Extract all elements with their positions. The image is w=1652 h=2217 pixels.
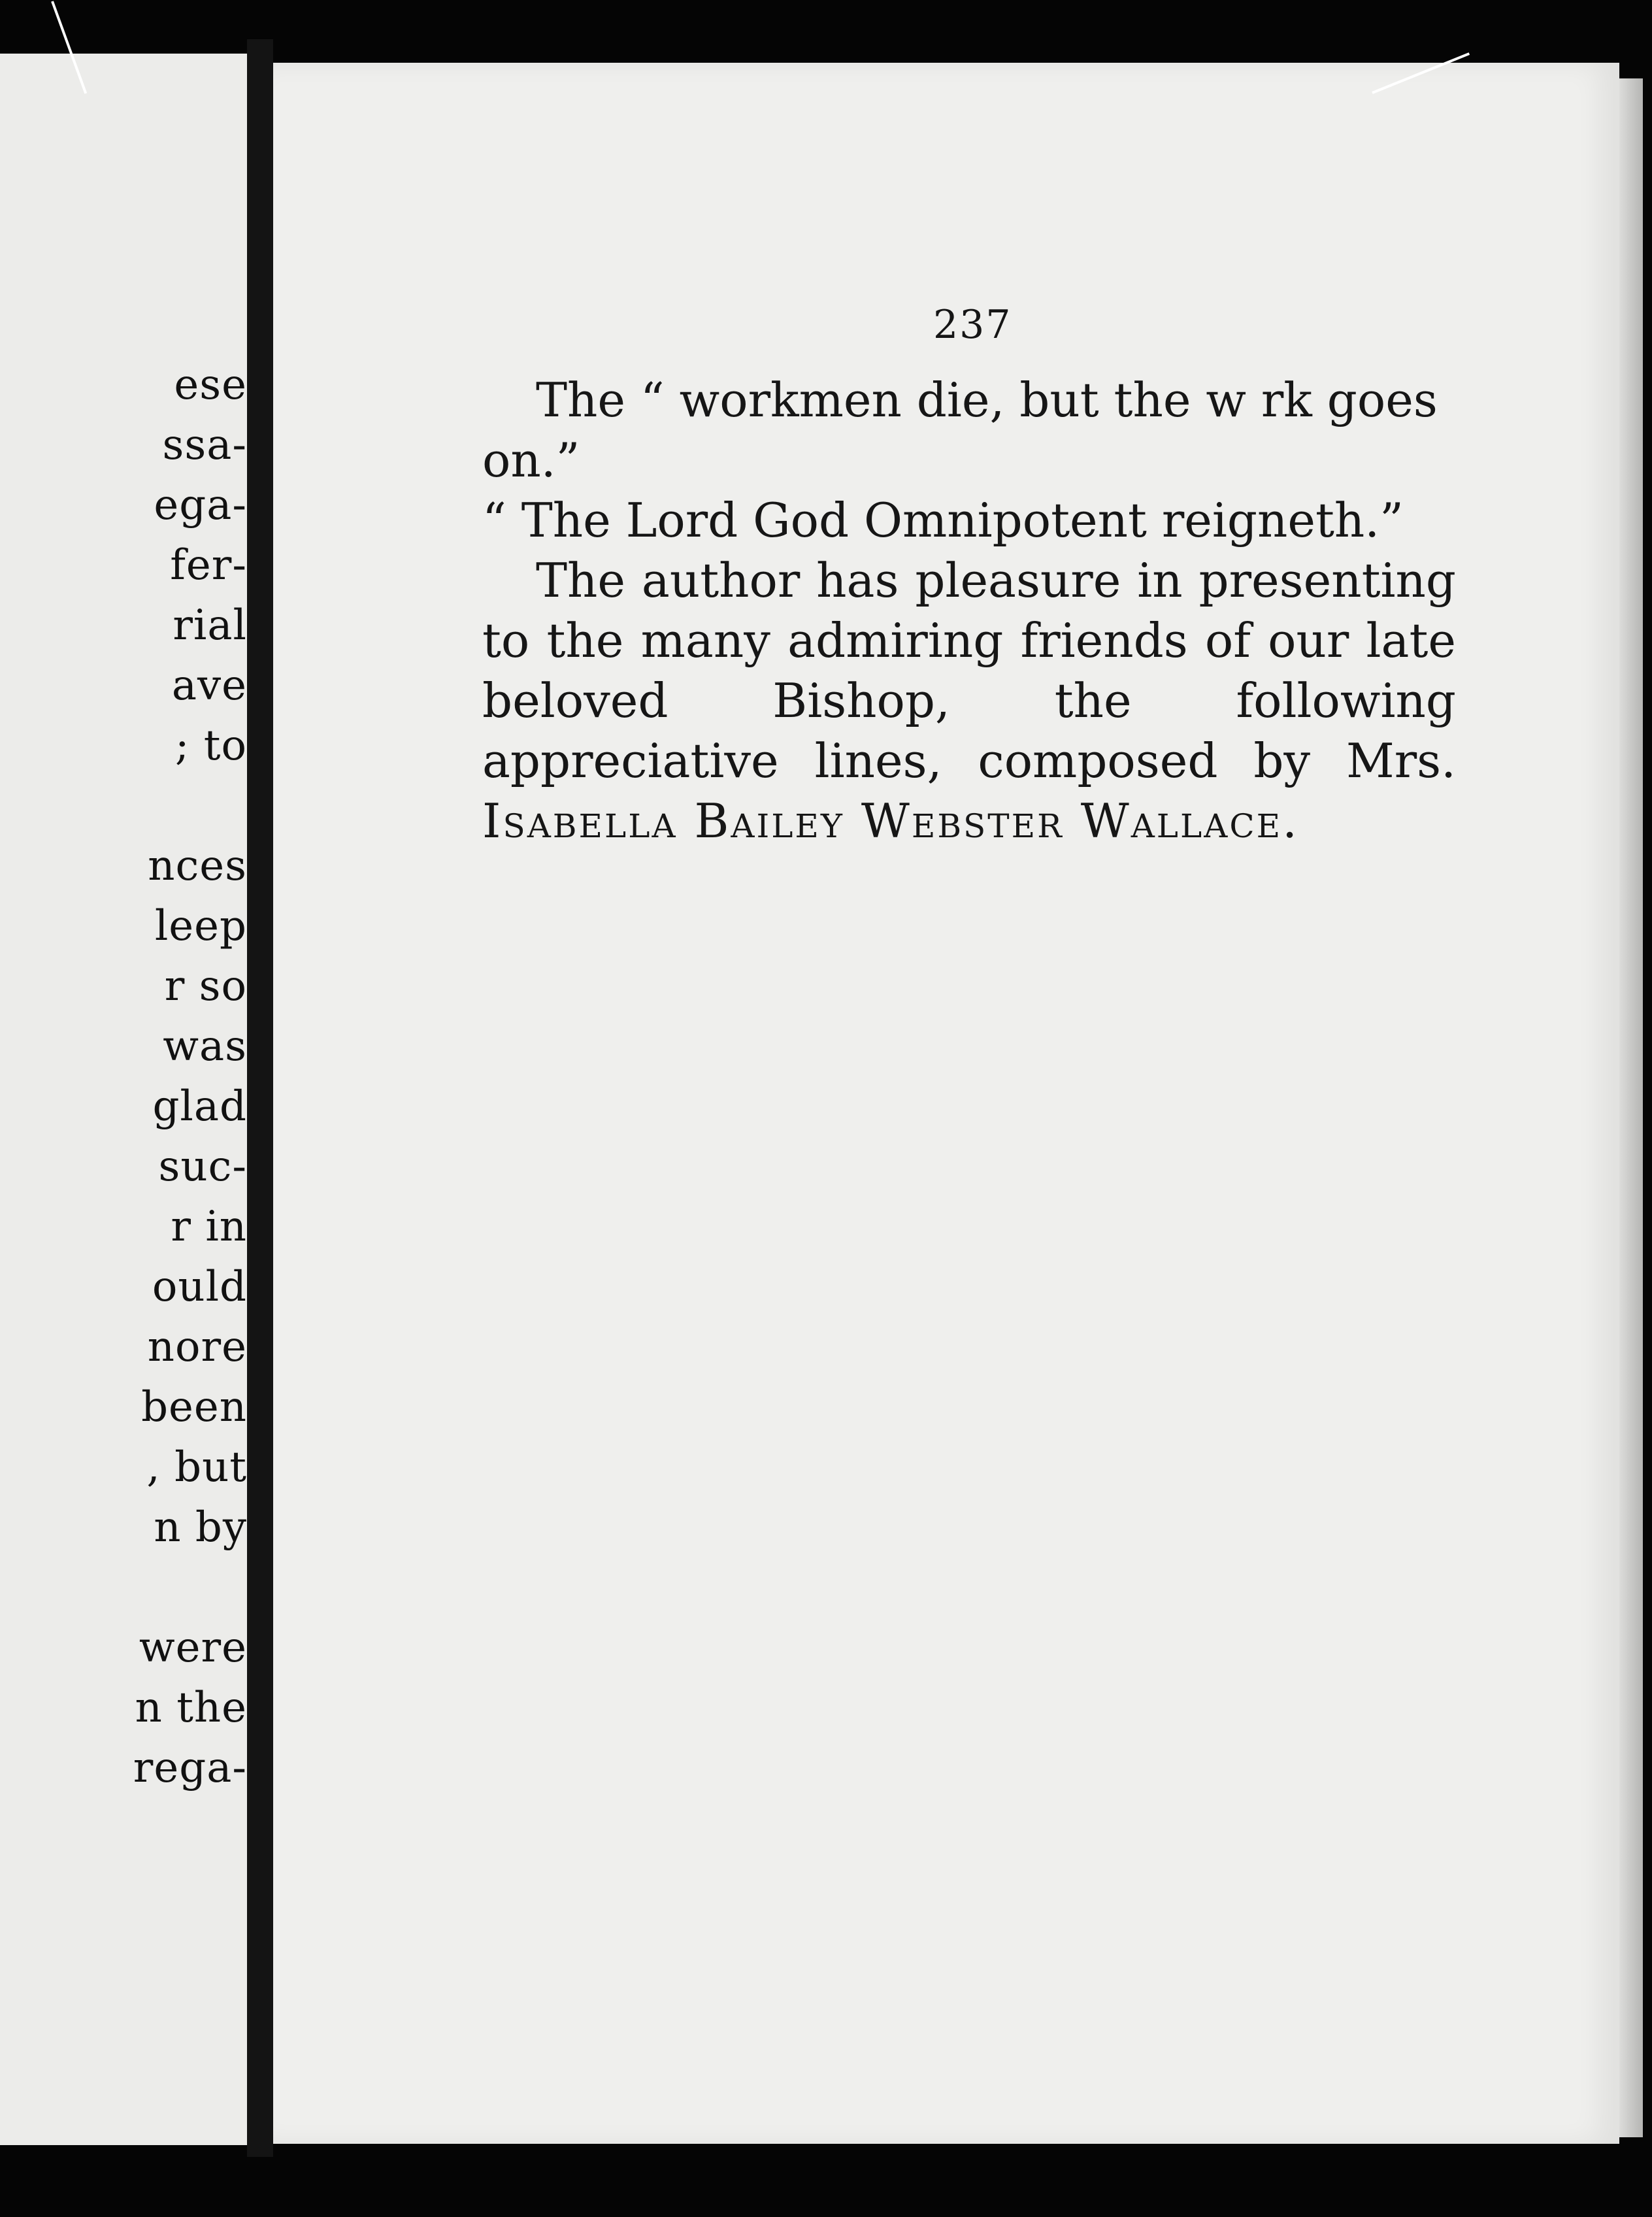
left-page-line: were <box>139 1624 247 1672</box>
left-page-line: ese <box>174 361 247 409</box>
left-page-line: ave <box>171 661 247 710</box>
left-page-line: suc- <box>158 1142 247 1191</box>
left-page-line: nces <box>148 842 247 890</box>
left-page-line: r in <box>171 1203 247 1251</box>
left-page-line: glad <box>152 1082 247 1131</box>
page-body <box>482 370 1456 851</box>
left-page-line: ; to <box>174 722 247 770</box>
left-page-line: r so <box>164 962 247 1010</box>
left-page-line: rega- <box>133 1744 247 1792</box>
left-page-line: , but <box>146 1443 247 1492</box>
left-page-line: fer- <box>170 541 247 590</box>
quote-line: “ The Lord God Omnipotent reigneth.” <box>482 493 1404 548</box>
quote-line: The “ workmen die, but the w rk goes on.” <box>482 373 1438 488</box>
left-page-line: n by <box>154 1503 247 1552</box>
left-page-line: been <box>141 1383 247 1431</box>
left-page-line: n the <box>135 1684 247 1732</box>
left-page-line: ega- <box>154 481 247 529</box>
left-page-line: rial <box>173 601 247 650</box>
left-page-line: was <box>163 1022 247 1071</box>
left-page-line: ssa- <box>162 421 247 469</box>
author-name: Isabella Bailey Webster Wallace <box>482 793 1283 848</box>
paragraph-end: . <box>1282 793 1297 848</box>
paragraph-text: The author has pleasure in presenting to the many admiring friends of our late beloved Bishop, the following appreciative lines, composed by Mrs. <box>482 553 1456 788</box>
book-gutter <box>247 39 273 2157</box>
page-number: 237 <box>933 302 1012 348</box>
page-edge <box>1619 78 1643 2137</box>
body-paragraph <box>482 550 1456 851</box>
left-page-line: leep <box>154 902 247 950</box>
left-page <box>0 54 247 2145</box>
left-page-line: ould <box>152 1263 247 1311</box>
left-page-line: nore <box>147 1323 247 1371</box>
